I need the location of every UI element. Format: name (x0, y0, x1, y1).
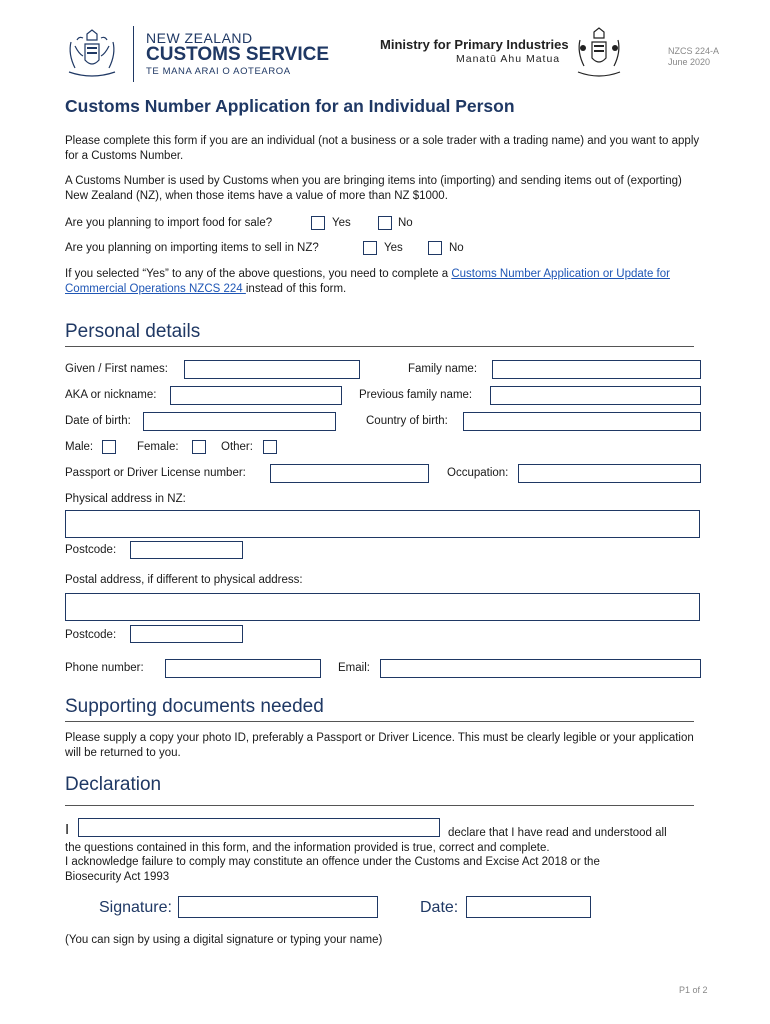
email-input[interactable] (380, 659, 701, 678)
import-sell-no-label: No (449, 242, 464, 254)
import-sell-no-checkbox[interactable] (428, 241, 442, 255)
import-food-yes-label: Yes (332, 217, 351, 229)
personal-details-rule (65, 346, 694, 347)
male-label: Male: (65, 441, 94, 453)
question-import-sell: Are you planning on importing items to sell in NZ? (65, 242, 319, 254)
postal-postcode-label: Postcode: (65, 629, 117, 641)
declaration-tail: declare that I have read and understood all (448, 827, 667, 839)
customs-name-line2: CUSTOMS SERVICE (146, 44, 330, 65)
country-of-birth-label: Country of birth: (366, 415, 448, 427)
email-label: Email: (338, 662, 370, 674)
family-name-label: Family name: (408, 363, 478, 375)
postal-address-input[interactable] (65, 593, 700, 621)
physical-address-input[interactable] (65, 510, 700, 538)
female-checkbox[interactable] (192, 440, 206, 454)
date-of-birth-input[interactable] (143, 412, 336, 431)
other-label: Other: (221, 441, 253, 453)
import-sell-yes-checkbox[interactable] (363, 241, 377, 255)
female-label: Female: (137, 441, 179, 453)
declaration-rule (65, 805, 694, 806)
family-name-input[interactable] (492, 360, 701, 379)
form-code: NZCS 224-A (668, 46, 720, 56)
intro-p3-prefix: If you selected “Yes” to any of the above questions, you need to complete a (65, 268, 452, 280)
signature-note: (You can sign by using a digital signature or typing your name) (65, 934, 383, 946)
import-food-yes-checkbox[interactable] (311, 216, 325, 230)
intro-paragraph-2: A Customs Number is used by Customs when you are bringing items into (importing) and sending items out of (exporting) New Zealand (NZ), when those items have a value of more than NZ $1000. (65, 175, 682, 202)
intro-paragraph-1: Please complete this form if you are an individual (not a business or a sole trader with a trading name) and you want to apply for a Customs Number. (65, 135, 700, 162)
country-of-birth-input[interactable] (463, 412, 701, 431)
page-title: Customs Number Application for an Individual Person (65, 96, 515, 116)
declaration-i: I (65, 821, 70, 838)
date-of-birth-label: Date of birth: (65, 415, 131, 427)
header-divider (133, 26, 134, 82)
passport-input[interactable] (270, 464, 429, 483)
date-input[interactable] (466, 896, 591, 918)
import-food-no-label: No (398, 217, 413, 229)
declaration-line2: the questions contained in this form, and the information provided is true, correct and complete. (65, 842, 550, 854)
nz-coat-of-arms-icon (63, 28, 121, 80)
page-number: P1 of 2 (679, 985, 708, 995)
date-label: Date: (420, 899, 459, 916)
previous-family-name-input[interactable] (490, 386, 701, 405)
male-checkbox[interactable] (102, 440, 116, 454)
aka-label: AKA or nickname: (65, 389, 157, 401)
declaration-line4: Biosecurity Act 1993 (65, 871, 170, 883)
postal-address-label: Postal address, if different to physical address: (65, 574, 303, 586)
postal-postcode-input[interactable] (130, 625, 243, 643)
supporting-documents-rule (65, 721, 694, 722)
aka-input[interactable] (170, 386, 342, 405)
mpi-name-line2: Manatū Ahu Matua (456, 53, 561, 65)
customs-name-line1: NEW ZEALAND (146, 30, 253, 46)
nz-crest-mpi-icon (574, 26, 624, 80)
signature-label: Signature: (99, 899, 172, 916)
passport-label: Passport or Driver License number: (65, 467, 246, 479)
personal-details-heading: Personal details (65, 321, 201, 342)
other-checkbox[interactable] (263, 440, 277, 454)
signature-input[interactable] (178, 896, 378, 918)
postcode-input[interactable] (130, 541, 243, 559)
occupation-label: Occupation: (447, 467, 509, 479)
customs-name-line3: TE MANA ARAI O AOTEAROA (146, 66, 291, 77)
import-food-no-checkbox[interactable] (378, 216, 392, 230)
given-name-input[interactable] (184, 360, 360, 379)
supporting-documents-heading: Supporting documents needed (65, 696, 324, 717)
given-name-label: Given / First names: (65, 363, 168, 375)
supporting-documents-text: Please supply a copy your photo ID, preferably a Passport or Driver Licence. This must be clearly legible or your application will be returned to you. (65, 732, 694, 759)
declaration-name-input[interactable] (78, 818, 440, 837)
intro-paragraph-3 (65, 267, 705, 297)
physical-address-label: Physical address in NZ: (65, 493, 186, 505)
previous-family-name-label: Previous family name: (359, 389, 473, 401)
nzcs-224-link[interactable]: Customs Number Application or Update for Commercial Operations NZCS 224 (65, 268, 670, 295)
postcode-label: Postcode: (65, 544, 117, 556)
declaration-line3: I acknowledge failure to comply may constitute an offence under the Customs and Excise Act 2018 or the (65, 856, 600, 868)
declaration-heading: Declaration (65, 774, 162, 795)
import-sell-yes-label: Yes (384, 242, 403, 254)
occupation-input[interactable] (518, 464, 701, 483)
form-date: June 2020 (668, 57, 711, 67)
phone-input[interactable] (165, 659, 321, 678)
intro-p3-suffix: instead of this form. (245, 283, 347, 295)
question-import-food: Are you planning to import food for sale? (65, 217, 273, 229)
phone-label: Phone number: (65, 662, 144, 674)
mpi-name-line1: Ministry for Primary Industries (380, 37, 569, 52)
